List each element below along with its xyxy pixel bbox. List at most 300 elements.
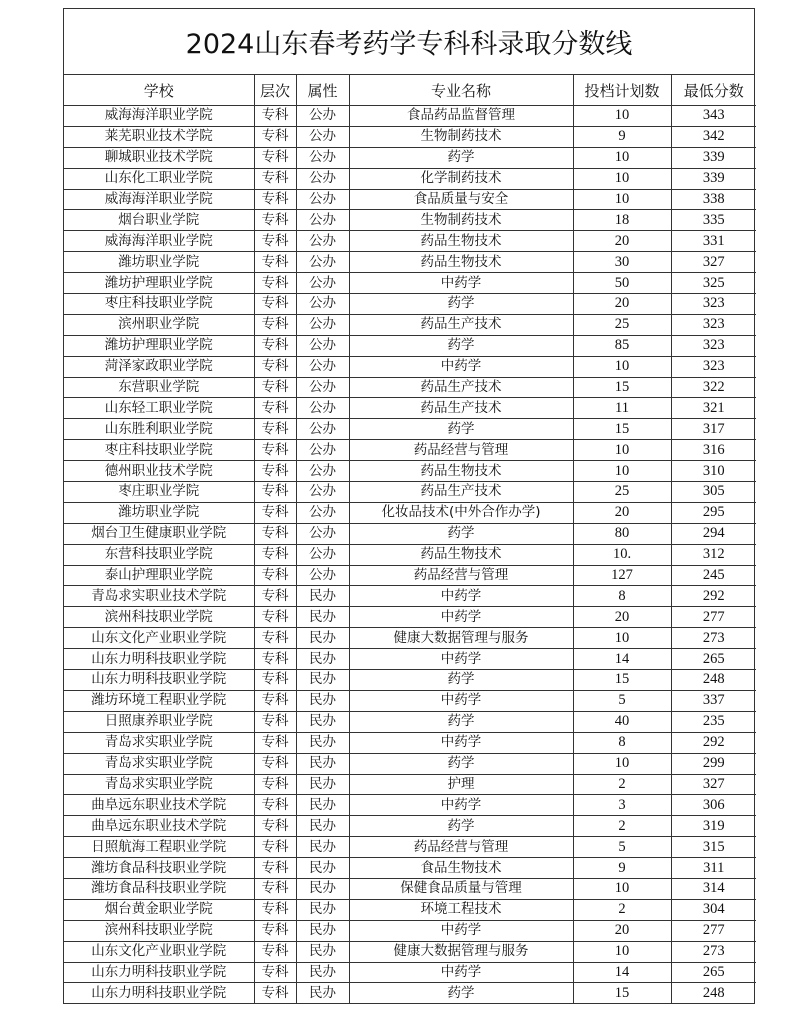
cell-school: 滨州科技职业学院 [64,607,254,628]
cell-school: 青岛求实职业技术学院 [64,586,254,607]
cell-min-score: 331 [671,231,756,252]
cell-level: 专科 [254,649,296,670]
cell-school: 山东轻工职业学院 [64,398,254,419]
cell-attribute: 公办 [296,356,349,377]
cell-major: 生物制药技术 [349,126,573,147]
cell-min-score: 323 [671,294,756,315]
cell-major: 药品生产技术 [349,398,573,419]
cell-attribute: 公办 [296,294,349,315]
cell-major: 化学制药技术 [349,168,573,189]
cell-school: 山东力明科技职业学院 [64,670,254,691]
table-row [64,920,756,941]
cell-level: 专科 [254,461,296,482]
cell-level: 专科 [254,168,296,189]
cell-school: 潍坊护理职业学院 [64,335,254,356]
cell-attribute: 公办 [296,482,349,503]
cell-school: 枣庄职业学院 [64,482,254,503]
cell-major: 环境工程技术 [349,899,573,920]
table-row [64,607,756,628]
cell-plan: 10. [573,544,671,565]
cell-attribute: 民办 [296,920,349,941]
cell-plan: 40 [573,711,671,732]
cell-major: 药学 [349,523,573,544]
cell-school: 潍坊职业学院 [64,252,254,273]
table-row [64,753,756,774]
cell-school: 山东力明科技职业学院 [64,962,254,983]
cell-plan: 10 [573,878,671,899]
table-row [64,732,756,753]
cell-major: 中药学 [349,920,573,941]
cell-min-score: 321 [671,398,756,419]
cell-major: 药学 [349,670,573,691]
cell-plan: 127 [573,565,671,586]
cell-plan: 30 [573,252,671,273]
cell-level: 专科 [254,878,296,899]
cell-level: 专科 [254,294,296,315]
cell-attribute: 民办 [296,795,349,816]
cell-attribute: 民办 [296,649,349,670]
cell-min-score: 306 [671,795,756,816]
cell-attribute: 民办 [296,753,349,774]
cell-attribute: 民办 [296,628,349,649]
cell-level: 专科 [254,774,296,795]
cell-major: 药品生产技术 [349,482,573,503]
cell-level: 专科 [254,398,296,419]
cell-plan: 50 [573,273,671,294]
cell-attribute: 民办 [296,837,349,858]
score-table [64,75,756,1003]
cell-attribute: 民办 [296,690,349,711]
cell-attribute: 民办 [296,816,349,837]
cell-major: 中药学 [349,690,573,711]
cell-attribute: 民办 [296,711,349,732]
cell-attribute: 公办 [296,106,349,127]
cell-min-score: 245 [671,565,756,586]
cell-attribute: 公办 [296,461,349,482]
cell-level: 专科 [254,670,296,691]
cell-min-score: 294 [671,523,756,544]
admission-score-sheet [63,8,755,1004]
table-row [64,168,756,189]
cell-school: 潍坊护理职业学院 [64,273,254,294]
cell-plan: 10 [573,753,671,774]
cell-major: 药品生产技术 [349,377,573,398]
cell-school: 曲阜远东职业技术学院 [64,795,254,816]
cell-school: 德州职业技术学院 [64,461,254,482]
cell-plan: 9 [573,126,671,147]
cell-level: 专科 [254,314,296,335]
cell-plan: 2 [573,816,671,837]
table-row [64,899,756,920]
cell-major: 食品质量与安全 [349,189,573,210]
cell-plan: 14 [573,649,671,670]
cell-level: 专科 [254,753,296,774]
cell-major: 化妆品技术(中外合作办学) [349,502,573,523]
cell-school: 曲阜远东职业技术学院 [64,816,254,837]
cell-major: 药学 [349,294,573,315]
table-row [64,878,756,899]
cell-major: 健康大数据管理与服务 [349,628,573,649]
cell-min-score: 265 [671,962,756,983]
cell-school: 潍坊职业学院 [64,502,254,523]
cell-min-score: 323 [671,356,756,377]
cell-school: 枣庄科技职业学院 [64,440,254,461]
cell-level: 专科 [254,711,296,732]
cell-plan: 10 [573,628,671,649]
cell-school: 青岛求实职业学院 [64,753,254,774]
cell-school: 菏泽家政职业学院 [64,356,254,377]
cell-attribute: 民办 [296,858,349,879]
cell-level: 专科 [254,189,296,210]
table-row [64,335,756,356]
cell-plan: 2 [573,899,671,920]
cell-plan: 10 [573,106,671,127]
cell-level: 专科 [254,795,296,816]
column-header-school: 学校 [64,75,254,106]
cell-attribute: 民办 [296,586,349,607]
cell-plan: 15 [573,419,671,440]
cell-school: 山东力明科技职业学院 [64,649,254,670]
cell-attribute: 公办 [296,502,349,523]
cell-school: 山东文化产业职业学院 [64,941,254,962]
cell-plan: 20 [573,607,671,628]
cell-plan: 85 [573,335,671,356]
cell-attribute: 民办 [296,607,349,628]
cell-min-score: 337 [671,690,756,711]
cell-level: 专科 [254,858,296,879]
cell-min-score: 323 [671,314,756,335]
table-row [64,210,756,231]
table-row [64,419,756,440]
cell-plan: 25 [573,482,671,503]
table-row [64,147,756,168]
cell-plan: 18 [573,210,671,231]
cell-plan: 11 [573,398,671,419]
cell-level: 专科 [254,126,296,147]
cell-plan: 9 [573,858,671,879]
cell-level: 专科 [254,147,296,168]
cell-min-score: 295 [671,502,756,523]
table-row [64,231,756,252]
cell-min-score: 327 [671,774,756,795]
table-row [64,544,756,565]
table-row [64,523,756,544]
cell-plan: 5 [573,690,671,711]
cell-school: 山东力明科技职业学院 [64,983,254,1003]
cell-major: 药学 [349,147,573,168]
cell-level: 专科 [254,335,296,356]
cell-attribute: 公办 [296,398,349,419]
cell-attribute: 公办 [296,440,349,461]
cell-school: 东营职业学院 [64,377,254,398]
cell-level: 专科 [254,356,296,377]
table-row [64,711,756,732]
cell-plan: 20 [573,294,671,315]
table-row [64,774,756,795]
table-row [64,273,756,294]
cell-level: 专科 [254,231,296,252]
cell-attribute: 公办 [296,273,349,294]
cell-min-score: 316 [671,440,756,461]
table-row [64,482,756,503]
cell-min-score: 292 [671,586,756,607]
cell-min-score: 277 [671,607,756,628]
cell-level: 专科 [254,690,296,711]
cell-school: 青岛求实职业学院 [64,732,254,753]
cell-major: 保健食品质量与管理 [349,878,573,899]
cell-plan: 20 [573,502,671,523]
cell-plan: 2 [573,774,671,795]
cell-attribute: 公办 [296,419,349,440]
cell-plan: 10 [573,356,671,377]
cell-attribute: 公办 [296,523,349,544]
table-row [64,941,756,962]
cell-school: 潍坊食品科技职业学院 [64,858,254,879]
table-row [64,189,756,210]
cell-major: 中药学 [349,356,573,377]
table-row [64,983,756,1003]
cell-level: 专科 [254,920,296,941]
cell-school: 枣庄科技职业学院 [64,294,254,315]
cell-min-score: 235 [671,711,756,732]
cell-level: 专科 [254,941,296,962]
cell-school: 山东胜利职业学院 [64,419,254,440]
cell-min-score: 265 [671,649,756,670]
cell-level: 专科 [254,837,296,858]
cell-major: 中药学 [349,962,573,983]
cell-min-score: 342 [671,126,756,147]
table-row [64,649,756,670]
cell-school: 青岛求实职业学院 [64,774,254,795]
cell-major: 药品经营与管理 [349,565,573,586]
cell-plan: 15 [573,377,671,398]
cell-major: 护理 [349,774,573,795]
cell-min-score: 315 [671,837,756,858]
cell-min-score: 317 [671,419,756,440]
cell-min-score: 339 [671,168,756,189]
cell-major: 食品药品监督管理 [349,106,573,127]
table-row [64,461,756,482]
cell-attribute: 公办 [296,314,349,335]
cell-major: 中药学 [349,795,573,816]
cell-level: 专科 [254,607,296,628]
cell-plan: 10 [573,147,671,168]
cell-attribute: 公办 [296,565,349,586]
header-row [64,75,756,106]
cell-min-score: 338 [671,189,756,210]
cell-school: 威海海洋职业学院 [64,189,254,210]
cell-attribute: 民办 [296,774,349,795]
cell-school: 烟台黄金职业学院 [64,899,254,920]
table-row [64,106,756,127]
cell-major: 药学 [349,753,573,774]
cell-min-score: 323 [671,335,756,356]
cell-plan: 10 [573,440,671,461]
cell-major: 药品生物技术 [349,231,573,252]
cell-attribute: 公办 [296,126,349,147]
cell-level: 专科 [254,628,296,649]
cell-major: 药学 [349,335,573,356]
cell-attribute: 民办 [296,670,349,691]
cell-school: 日照康养职业学院 [64,711,254,732]
table-row [64,670,756,691]
cell-min-score: 273 [671,941,756,962]
table-row [64,586,756,607]
cell-attribute: 公办 [296,377,349,398]
cell-min-score: 319 [671,816,756,837]
cell-min-score: 305 [671,482,756,503]
cell-plan: 20 [573,920,671,941]
cell-min-score: 343 [671,106,756,127]
cell-attribute: 公办 [296,210,349,231]
table-row [64,502,756,523]
cell-major: 药品经营与管理 [349,837,573,858]
cell-plan: 8 [573,732,671,753]
table-row [64,628,756,649]
cell-min-score: 314 [671,878,756,899]
cell-plan: 10 [573,189,671,210]
cell-attribute: 公办 [296,335,349,356]
cell-level: 专科 [254,544,296,565]
cell-major: 药品生产技术 [349,314,573,335]
cell-level: 专科 [254,377,296,398]
cell-school: 山东文化产业职业学院 [64,628,254,649]
table-row [64,252,756,273]
cell-attribute: 民办 [296,941,349,962]
cell-school: 山东化工职业学院 [64,168,254,189]
cell-plan: 10 [573,168,671,189]
cell-school: 东营科技职业学院 [64,544,254,565]
cell-school: 潍坊食品科技职业学院 [64,878,254,899]
cell-plan: 5 [573,837,671,858]
cell-min-score: 299 [671,753,756,774]
cell-level: 专科 [254,210,296,231]
cell-level: 专科 [254,502,296,523]
table-row [64,294,756,315]
cell-plan: 25 [573,314,671,335]
cell-major: 药学 [349,711,573,732]
cell-plan: 14 [573,962,671,983]
cell-level: 专科 [254,565,296,586]
cell-major: 中药学 [349,586,573,607]
cell-major: 药品生物技术 [349,461,573,482]
cell-major: 健康大数据管理与服务 [349,941,573,962]
table-row [64,816,756,837]
cell-min-score: 277 [671,920,756,941]
cell-major: 药品生物技术 [349,252,573,273]
cell-min-score: 335 [671,210,756,231]
cell-school: 烟台职业学院 [64,210,254,231]
cell-attribute: 公办 [296,168,349,189]
cell-level: 专科 [254,482,296,503]
cell-plan: 10 [573,461,671,482]
column-header-min-score: 最低分数 [671,75,756,106]
cell-min-score: 310 [671,461,756,482]
cell-level: 专科 [254,983,296,1003]
cell-major: 中药学 [349,732,573,753]
table-row [64,837,756,858]
cell-plan: 20 [573,231,671,252]
cell-attribute: 民办 [296,899,349,920]
cell-attribute: 民办 [296,962,349,983]
cell-major: 中药学 [349,273,573,294]
cell-min-score: 248 [671,670,756,691]
cell-major: 药学 [349,419,573,440]
table-row [64,565,756,586]
column-header-major: 专业名称 [349,75,573,106]
cell-school: 烟台卫生健康职业学院 [64,523,254,544]
cell-attribute: 公办 [296,544,349,565]
cell-min-score: 312 [671,544,756,565]
cell-attribute: 公办 [296,189,349,210]
column-header-attribute: 属性 [296,75,349,106]
cell-major: 药学 [349,983,573,1003]
table-row [64,440,756,461]
cell-major: 药品经营与管理 [349,440,573,461]
cell-level: 专科 [254,586,296,607]
cell-school: 威海海洋职业学院 [64,231,254,252]
cell-min-score: 304 [671,899,756,920]
cell-attribute: 公办 [296,231,349,252]
cell-school: 滨州科技职业学院 [64,920,254,941]
table-row [64,377,756,398]
cell-plan: 15 [573,670,671,691]
cell-plan: 15 [573,983,671,1003]
cell-level: 专科 [254,816,296,837]
sheet-title: 2024山东春考药学专科科录取分数线 [64,9,754,75]
cell-school: 日照航海工程职业学院 [64,837,254,858]
cell-min-score: 248 [671,983,756,1003]
cell-level: 专科 [254,962,296,983]
table-row [64,126,756,147]
cell-school: 莱芜职业技术学院 [64,126,254,147]
cell-level: 专科 [254,732,296,753]
cell-level: 专科 [254,899,296,920]
cell-school: 滨州职业学院 [64,314,254,335]
cell-level: 专科 [254,523,296,544]
cell-min-score: 292 [671,732,756,753]
cell-major: 中药学 [349,649,573,670]
cell-school: 聊城职业技术学院 [64,147,254,168]
cell-min-score: 322 [671,377,756,398]
cell-school: 泰山护理职业学院 [64,565,254,586]
cell-level: 专科 [254,419,296,440]
cell-min-score: 339 [671,147,756,168]
cell-level: 专科 [254,440,296,461]
table-body [64,106,756,1004]
column-header-plan: 投档计划数 [573,75,671,106]
cell-attribute: 民办 [296,878,349,899]
table-row [64,962,756,983]
cell-major: 生物制药技术 [349,210,573,231]
cell-plan: 3 [573,795,671,816]
cell-min-score: 325 [671,273,756,294]
cell-level: 专科 [254,273,296,294]
table-row [64,356,756,377]
cell-attribute: 民办 [296,983,349,1003]
cell-major: 中药学 [349,607,573,628]
column-header-level: 层次 [254,75,296,106]
cell-level: 专科 [254,252,296,273]
cell-school: 潍坊环境工程职业学院 [64,690,254,711]
cell-attribute: 民办 [296,732,349,753]
cell-major: 药学 [349,816,573,837]
cell-attribute: 公办 [296,252,349,273]
table-row [64,398,756,419]
cell-min-score: 273 [671,628,756,649]
cell-attribute: 公办 [296,147,349,168]
cell-school: 威海海洋职业学院 [64,106,254,127]
